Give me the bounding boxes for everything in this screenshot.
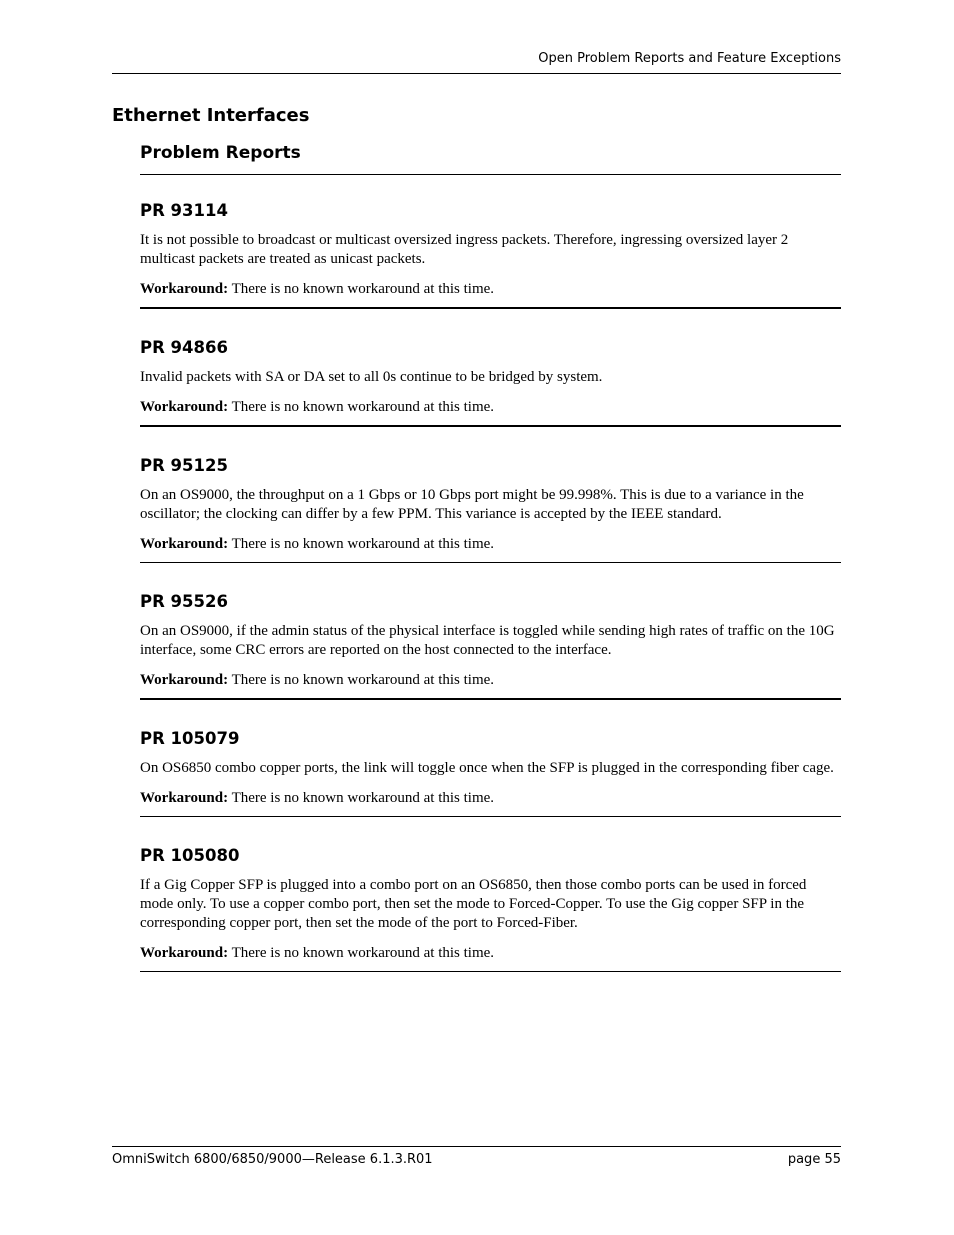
- report-divider: [140, 971, 841, 972]
- report-workaround: [140, 789, 841, 808]
- report-divider: [140, 307, 841, 309]
- workaround-text: There is no known workaround at this time.: [228, 281, 495, 297]
- report-workaround: [140, 671, 841, 690]
- problem-report-105079: [140, 728, 841, 817]
- report-divider: [140, 562, 841, 563]
- report-id: PR 95125: [140, 456, 228, 475]
- subsection-rule: [140, 174, 841, 175]
- report-id: PR 95526: [140, 592, 228, 611]
- workaround-text: There is no known workaround at this time.: [228, 536, 495, 552]
- report-workaround: [140, 398, 841, 417]
- report-description: Invalid packets with SA or DA set to all 0s continue to be bridged by system.: [140, 369, 603, 385]
- report-description: On an OS9000, if the admin status of the physical interface is toggled while sending high rates of traffic on the 10G interface, some CRC errors are reported on the host connected to the interface.: [140, 623, 835, 658]
- subsection-title: Problem Reports: [140, 143, 301, 163]
- problem-report-105080: [140, 845, 841, 972]
- workaround-label: Workaround:: [140, 945, 229, 961]
- report-description: If a Gig Copper SFP is plugged into a combo port on an OS6850, then those combo ports can be used in forced mode only. To use a copper combo port, then set the mode to Forced-Copper. To use the Gig copper SFP in the corresponding copper port, then set the mode of the port to Forced-Fiber.: [140, 877, 807, 931]
- running-header: Open Problem Reports and Feature Exceptions: [538, 51, 841, 66]
- report-id: PR 105080: [140, 846, 240, 865]
- report-description: It is not possible to broadcast or multicast oversized ingress packets. Therefore, ingressing oversized layer 2 multicast packets are treated as unicast packets.: [140, 232, 789, 267]
- section-title: Ethernet Interfaces: [112, 105, 310, 126]
- problem-report-93114: [140, 200, 841, 309]
- report-id: PR 94866: [140, 338, 228, 357]
- report-id: PR 105079: [140, 729, 240, 748]
- report-divider: [140, 425, 841, 427]
- workaround-label: Workaround:: [140, 281, 229, 297]
- workaround-label: Workaround:: [140, 790, 229, 806]
- workaround-text: There is no known workaround at this time.: [228, 672, 495, 688]
- footer-rule: [112, 1146, 841, 1147]
- workaround-label: Workaround:: [140, 672, 229, 688]
- report-workaround: [140, 944, 841, 963]
- problem-report-94866: [140, 337, 841, 427]
- workaround-text: There is no known workaround at this time.: [228, 790, 495, 806]
- report-description: On an OS9000, the throughput on a 1 Gbps or 10 Gbps port might be 99.998%. This is due to a variance in the oscillator; the clocking can differ by a few PPM. This variance is accepted by the IEEE standard.: [140, 487, 804, 522]
- report-description: On OS6850 combo copper ports, the link will toggle once when the SFP is plugged in the corresponding fiber cage.: [140, 760, 834, 776]
- report-workaround: [140, 535, 841, 554]
- header-rule: [112, 73, 841, 74]
- report-divider: [140, 698, 841, 700]
- workaround-text: There is no known workaround at this time.: [228, 945, 495, 961]
- workaround-label: Workaround:: [140, 399, 229, 415]
- problem-report-95526: [140, 591, 841, 700]
- footer-page-number: page 55: [787, 1152, 841, 1167]
- report-workaround: [140, 280, 841, 299]
- report-divider: [140, 816, 841, 817]
- problem-report-95125: [140, 455, 841, 563]
- footer-product: OmniSwitch 6800/6850/9000—Release 6.1.3.R01: [112, 1152, 433, 1167]
- report-id: PR 93114: [140, 201, 228, 220]
- workaround-text: There is no known workaround at this time.: [228, 399, 495, 415]
- problem-report-list: [140, 200, 841, 1000]
- workaround-label: Workaround:: [140, 536, 229, 552]
